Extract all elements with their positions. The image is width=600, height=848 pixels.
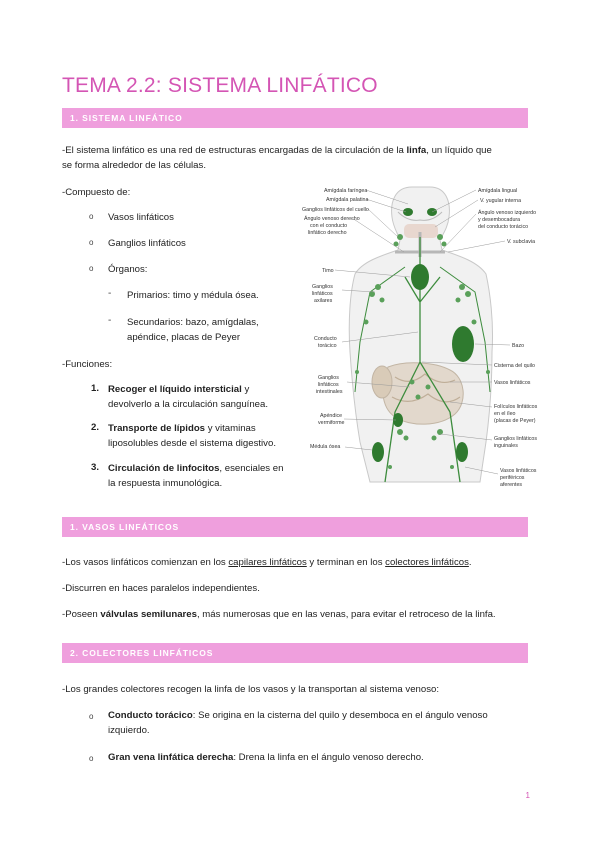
svg-text:linfáticos: linfáticos <box>318 382 339 388</box>
bone-marrow <box>372 442 384 462</box>
function-item-3: Circulación de linfocitos, esenciales en la respuesta inmunológica. <box>108 463 284 489</box>
svg-text:aferentes: aferentes <box>500 482 523 488</box>
functions-label: -Funciones: <box>62 359 113 370</box>
composed-label: -Compuesto de: <box>62 187 131 198</box>
svg-text:Bazo: Bazo <box>512 343 525 349</box>
svg-text:periféricos: periféricos <box>500 475 525 481</box>
list-item-vasos: Vasos linfáticos <box>108 212 174 223</box>
svg-text:Apéndice: Apéndice <box>320 413 343 419</box>
section-header-vasos-linfaticos: 1. VASOS LINFÁTICOS <box>62 517 528 537</box>
intro-paragraph: -El sistema linfático es una red de estructuras encargadas de la circulación de la linfa, un líquido que se forma alrededor de las células. <box>62 145 492 171</box>
svg-text:Cisterna del quilo: Cisterna del quilo <box>494 363 535 369</box>
function-number: 2. <box>91 422 100 433</box>
svg-text:V. subclavia: V. subclavia <box>507 239 536 245</box>
page-number: 1 <box>525 791 530 800</box>
tonsil <box>403 208 413 216</box>
svg-text:Ganglios: Ganglios <box>312 284 333 290</box>
svg-text:Ganglios linfáticos del cuello: Ganglios linfáticos del cuello <box>302 207 369 213</box>
svg-text:del conducto torácico: del conducto torácico <box>478 224 529 230</box>
colon <box>372 366 392 398</box>
svg-text:axilares: axilares <box>314 298 333 304</box>
function-item-2: Transporte de lípidos y vitaminas liposolubles desde el sistema digestivo. <box>108 423 276 449</box>
svg-text:y desembocadura: y desembocadura <box>478 217 521 223</box>
svg-text:linfáticos: linfáticos <box>312 291 333 297</box>
svg-text:Timo: Timo <box>322 268 334 274</box>
thymus <box>411 264 429 290</box>
section-header-sistema-linfatico: 1. SISTEMA LINFÁTICO <box>62 108 528 128</box>
svg-text:vermiforme: vermiforme <box>318 420 345 426</box>
svg-text:linfático derecho: linfático derecho <box>308 230 347 236</box>
list-item-ganglios: Ganglios linfáticos <box>108 238 186 249</box>
bullet-marker: o <box>89 212 94 221</box>
organs-primary: Primarios: timo y médula ósea. <box>127 290 259 301</box>
svg-text:Amígdala palatina: Amígdala palatina <box>326 197 369 203</box>
svg-text:con el conducto: con el conducto <box>310 223 348 229</box>
dash-marker: - <box>108 288 112 299</box>
svg-text:en el íleo: en el íleo <box>494 411 516 417</box>
svg-text:inguinales: inguinales <box>494 443 518 449</box>
colector-item-gran-vena: Gran vena linfática derecha: Drena la linfa en el ángulo venoso derecho. <box>108 752 424 763</box>
function-number: 3. <box>91 462 100 473</box>
bullet-marker: o <box>89 712 94 721</box>
bullet-marker: o <box>89 238 94 247</box>
colectores-intro: -Los grandes colectores recogen la linfa de los vasos y la transportan al sistema venoso: <box>62 684 440 695</box>
bullet-marker: o <box>89 264 94 273</box>
list-item-organos: Órganos: <box>108 264 148 275</box>
svg-text:Vasos linfáticos: Vasos linfáticos <box>494 380 531 386</box>
spleen <box>452 326 474 362</box>
svg-text:Vasos linfáticos: Vasos linfáticos <box>500 468 537 474</box>
svg-text:Ganglios: Ganglios <box>318 375 339 381</box>
lymphatic-system-figure <box>300 182 540 502</box>
svg-text:Amígdala lingual: Amígdala lingual <box>478 188 518 194</box>
svg-text:intestinales: intestinales <box>316 389 343 395</box>
organs-secondary: Secundarios: bazo, amígdalas, apéndice, placas de Peyer <box>127 317 259 343</box>
svg-text:(placas de Peyer): (placas de Peyer) <box>494 418 536 424</box>
bullet-marker: o <box>89 754 94 763</box>
colector-item-conducto-toracico: Conducto torácico: Se origina en la cisterna del quilo y desemboca en el ángulo venoso izquierdo. <box>108 710 488 736</box>
section-header-colectores-linfaticos: 2. COLECTORES LINFÁTICOS <box>62 643 528 663</box>
svg-text:Ganglios linfáticos: Ganglios linfáticos <box>494 436 537 442</box>
vasos-paragraph-1: -Los vasos linfáticos comienzan en los capilares linfáticos y terminan en los colectores linfáticos. <box>62 557 472 568</box>
svg-text:Conducto: Conducto <box>314 336 337 342</box>
svg-text:Amígdala faríngea: Amígdala faríngea <box>324 188 368 194</box>
svg-text:V. yugular interna: V. yugular interna <box>480 198 522 204</box>
page-title: TEMA 2.2: SISTEMA LINFÁTICO <box>62 74 378 97</box>
svg-text:Médula ósea: Médula ósea <box>310 444 341 450</box>
svg-text:torácico: torácico <box>318 343 337 349</box>
svg-text:Folículos linfáticos: Folículos linfáticos <box>494 404 538 410</box>
bone-marrow <box>456 442 468 462</box>
dash-marker: - <box>108 315 112 326</box>
svg-text:Ángulo venoso izquierdo: Ángulo venoso izquierdo <box>478 210 537 216</box>
svg-text:Ángulo venoso derecho: Ángulo venoso derecho <box>304 216 360 222</box>
vasos-paragraph-2: -Discurren en haces paralelos independientes. <box>62 583 260 594</box>
function-item-1: Recoger el líquido intersticial y devolverlo a la circulación sanguínea. <box>108 384 268 410</box>
vasos-paragraph-3: -Poseen válvulas semilunares, más numerosas que en las venas, para evitar el retroceso de la linfa. <box>62 609 496 620</box>
function-number: 1. <box>91 383 100 394</box>
